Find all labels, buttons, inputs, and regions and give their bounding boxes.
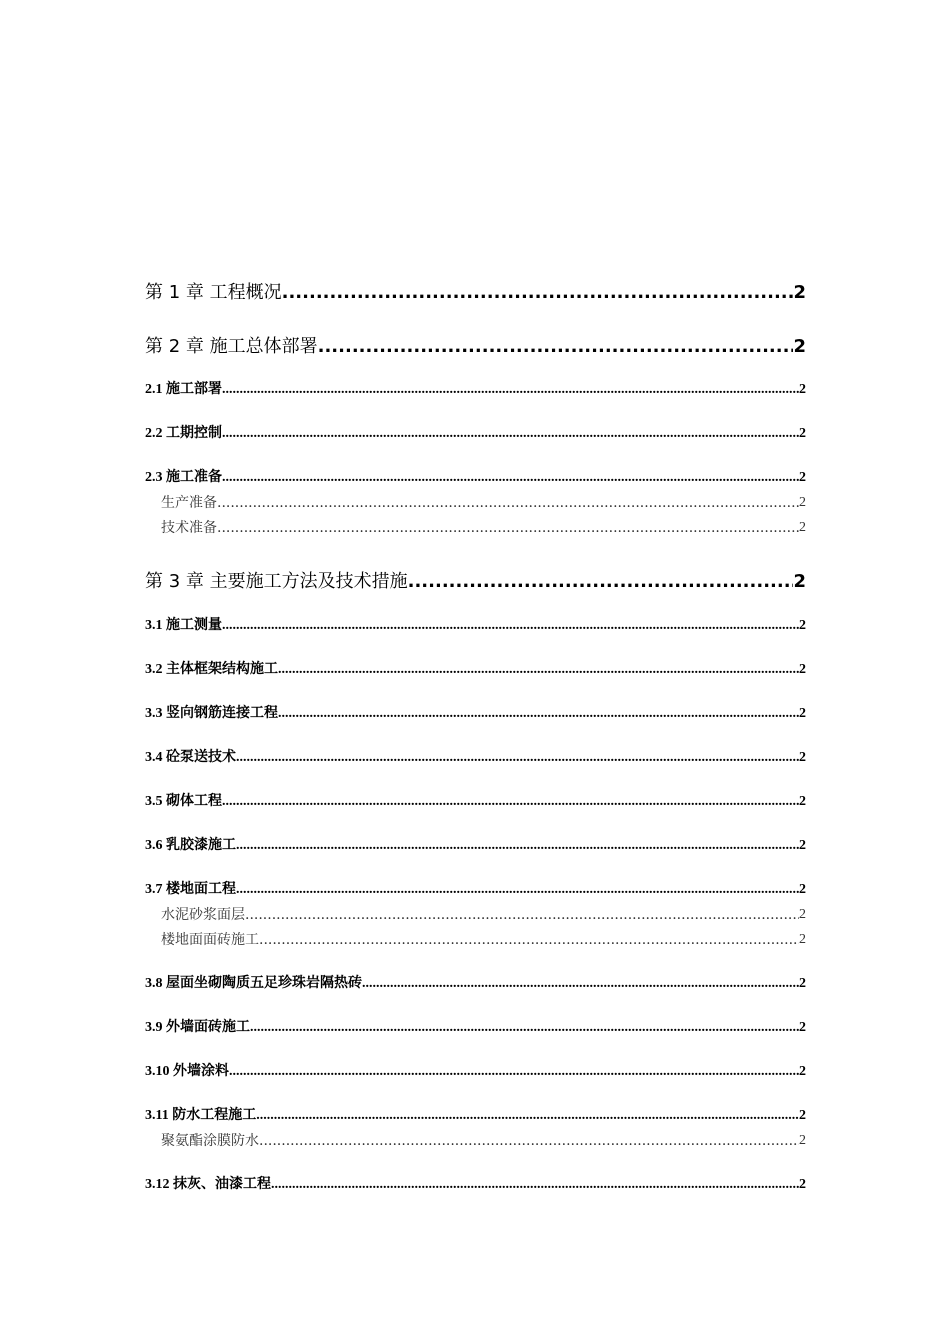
toc-entry-section-3-1[interactable]	[145, 617, 806, 635]
toc-entry-section-3-5[interactable]	[145, 793, 806, 811]
toc-leader-dots	[256, 1107, 799, 1125]
toc-entry-label: 第 2 章 施工总体部署	[145, 336, 318, 357]
toc-entry-label: 2.2 工期控制	[145, 426, 222, 441]
toc-entry-label: 3.9 外墙面砖施工	[145, 1020, 250, 1035]
toc-leader-dots	[222, 469, 799, 487]
toc-leader-dots	[229, 1063, 799, 1081]
toc-leader-dots	[408, 571, 794, 593]
toc-entry-label: 3.2 主体框架结构施工	[145, 662, 278, 677]
toc-entry-section-3-12[interactable]	[145, 1176, 806, 1194]
toc-page-number: 2	[799, 907, 806, 922]
toc-entry-chapter-3[interactable]	[145, 571, 806, 593]
toc-page-number: 2	[799, 1177, 806, 1192]
toc-page-number: 2	[799, 1133, 806, 1148]
toc-page-number: 2	[799, 794, 806, 809]
toc-leader-dots	[217, 519, 799, 537]
toc-page-number: 2	[799, 618, 806, 633]
toc-page-number: 2	[799, 495, 806, 510]
toc-entry-section-3-6[interactable]	[145, 837, 806, 855]
toc-leader-dots	[236, 837, 799, 855]
toc-entry-label: 2.1 施工部署	[145, 382, 222, 397]
toc-entry-label: 聚氨酯涂膜防水	[161, 1133, 259, 1149]
toc-page-number: 2	[799, 382, 806, 397]
toc-page-number: 2	[799, 838, 806, 853]
toc-entry-section-3-4[interactable]	[145, 749, 806, 767]
toc-entry-chapter-2[interactable]	[145, 336, 806, 358]
toc-leader-dots	[236, 881, 799, 899]
toc-leader-dots	[222, 425, 799, 443]
toc-page-number: 2	[799, 750, 806, 765]
toc-leader-dots	[318, 336, 794, 358]
toc-entry-label: 3.8 屋面坐砌陶质五足珍珠岩隔热砖	[145, 976, 362, 991]
toc-page-number: 2	[799, 426, 806, 441]
toc-leader-dots	[222, 381, 799, 399]
toc-entry-section-3-8[interactable]	[145, 975, 806, 993]
toc-entry-subsection[interactable]	[145, 494, 806, 512]
toc-leader-dots	[259, 1132, 799, 1150]
toc-entry-section-3-2[interactable]	[145, 661, 806, 679]
toc-entry-label: 2.3 施工准备	[145, 470, 222, 485]
toc-entry-label: 3.12 抹灰、油漆工程	[145, 1177, 271, 1192]
toc-leader-dots	[282, 282, 794, 304]
toc-page-number: 2	[793, 571, 806, 592]
toc-leader-dots	[222, 793, 799, 811]
toc-entry-label: 3.1 施工测量	[145, 618, 222, 633]
toc-entry-section-2-2[interactable]	[145, 425, 806, 443]
toc-page-number: 2	[799, 1108, 806, 1123]
toc-leader-dots	[271, 1176, 799, 1194]
toc-page-number: 2	[793, 336, 806, 357]
toc-entry-section-2-1[interactable]	[145, 381, 806, 399]
toc-entry-section-2-3[interactable]	[145, 469, 806, 487]
toc-entry-label: 3.6 乳胶漆施工	[145, 838, 236, 853]
toc-entry-label: 生产准备	[161, 495, 217, 511]
toc-page-number: 2	[799, 976, 806, 991]
toc-entry-subsection[interactable]	[145, 1132, 806, 1150]
toc-entry-subsection[interactable]	[145, 906, 806, 924]
toc-entry-subsection[interactable]	[145, 931, 806, 949]
toc-entry-section-3-11[interactable]	[145, 1107, 806, 1125]
toc-leader-dots	[217, 494, 799, 512]
toc-leader-dots	[259, 931, 799, 949]
toc-entry-label: 3.10 外墙涂料	[145, 1064, 229, 1079]
toc-page-number: 2	[799, 470, 806, 485]
toc-entry-label: 楼地面面砖施工	[161, 932, 259, 948]
toc-page-number: 2	[799, 1020, 806, 1035]
toc-leader-dots	[362, 975, 799, 993]
toc-page-number: 2	[799, 662, 806, 677]
toc-entry-section-3-9[interactable]	[145, 1019, 806, 1037]
toc-entry-label: 水泥砂浆面层	[161, 907, 245, 923]
toc-entry-section-3-3[interactable]	[145, 705, 806, 723]
toc-page-number: 2	[799, 882, 806, 897]
toc-leader-dots	[245, 906, 799, 924]
toc-page-number: 2	[799, 932, 806, 947]
toc-entry-subsection[interactable]	[145, 519, 806, 537]
toc-entry-section-3-10[interactable]	[145, 1063, 806, 1081]
toc-entry-label: 3.4 砼泵送技术	[145, 750, 236, 765]
toc-leader-dots	[278, 661, 799, 679]
toc-leader-dots	[236, 749, 799, 767]
toc-leader-dots	[250, 1019, 799, 1037]
toc-entry-label: 3.11 防水工程施工	[145, 1108, 257, 1123]
toc-page-number: 2	[799, 520, 806, 535]
toc-entry-section-3-7[interactable]	[145, 881, 806, 899]
toc-leader-dots	[222, 617, 799, 635]
toc-page-number: 2	[793, 282, 806, 303]
toc-entry-label: 技术准备	[161, 520, 217, 536]
toc-page-number: 2	[799, 706, 806, 721]
toc-entry-label: 第 1 章 工程概况	[145, 282, 282, 303]
toc-entry-label: 3.3 竖向钢筋连接工程	[145, 706, 278, 721]
toc-entry-label: 3.7 楼地面工程	[145, 882, 236, 897]
toc-entry-chapter-1[interactable]	[145, 282, 806, 304]
toc-entry-label: 3.5 砌体工程	[145, 794, 222, 809]
toc-leader-dots	[278, 705, 799, 723]
toc-entry-label: 第 3 章 主要施工方法及技术措施	[145, 571, 408, 592]
toc-page-number: 2	[799, 1064, 806, 1079]
